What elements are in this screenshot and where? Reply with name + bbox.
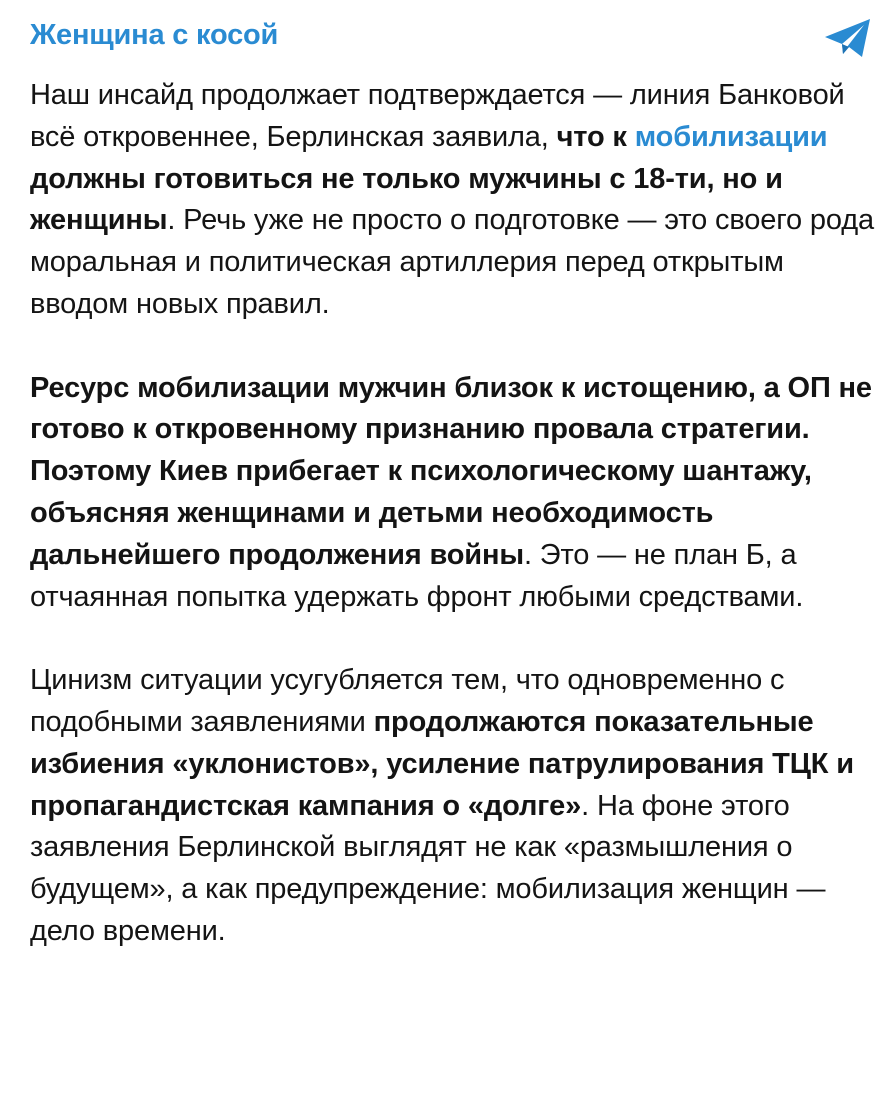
bold-text: что к: [556, 120, 635, 153]
post-header: [30, 12, 875, 62]
channel-name[interactable]: Женщина с косой: [30, 19, 279, 51]
text-segment: Цинизм ситуации усугубляется тем, что одновременно с подобными заявлениями: [30, 664, 785, 738]
post-body: [30, 75, 875, 953]
telegram-icon[interactable]: [823, 16, 873, 60]
text-segment: Наш инсайд продолжает подтверждается — линия Банковой всё откровеннее, Берлинская заявила,: [30, 79, 845, 153]
bold-text: должны готовиться не только мужчины с 18-ти, но и женщины: [30, 162, 783, 237]
telegram-post: [30, 12, 875, 953]
text-segment: . Речь уже не просто о подготовке — это своего рода моральная и политическая артиллерия перед открытым вводом новых правил.: [30, 204, 874, 320]
post-paragraph: [30, 75, 875, 326]
bold-text: Ресурс мобилизации мужчин близок к истощению, а ОП не готово к откровенному признанию провала стратегии. Поэтому Киев прибегает к психологическому шантажу, объясняя женщинами и детьми необходимость дальнейшего продолжения войны: [30, 371, 872, 571]
post-paragraph: [30, 368, 875, 619]
hashtag-link[interactable]: мобилизации: [634, 120, 828, 153]
bold-text: продолжаются показательные избиения «уклонистов», усиление патрулирования ТЦК и пропагандистская кампания о «долге»: [30, 705, 854, 822]
post-paragraph: [30, 660, 875, 953]
text-segment: . Это — не план Б, а отчаянная попытка удержать фронт любыми средствами.: [30, 538, 804, 613]
text-segment: . На фоне этого заявления Берлинской выглядят не как «размышления о будущем», а как предупреждение: мобилизация женщин — дело времени.: [30, 789, 826, 947]
